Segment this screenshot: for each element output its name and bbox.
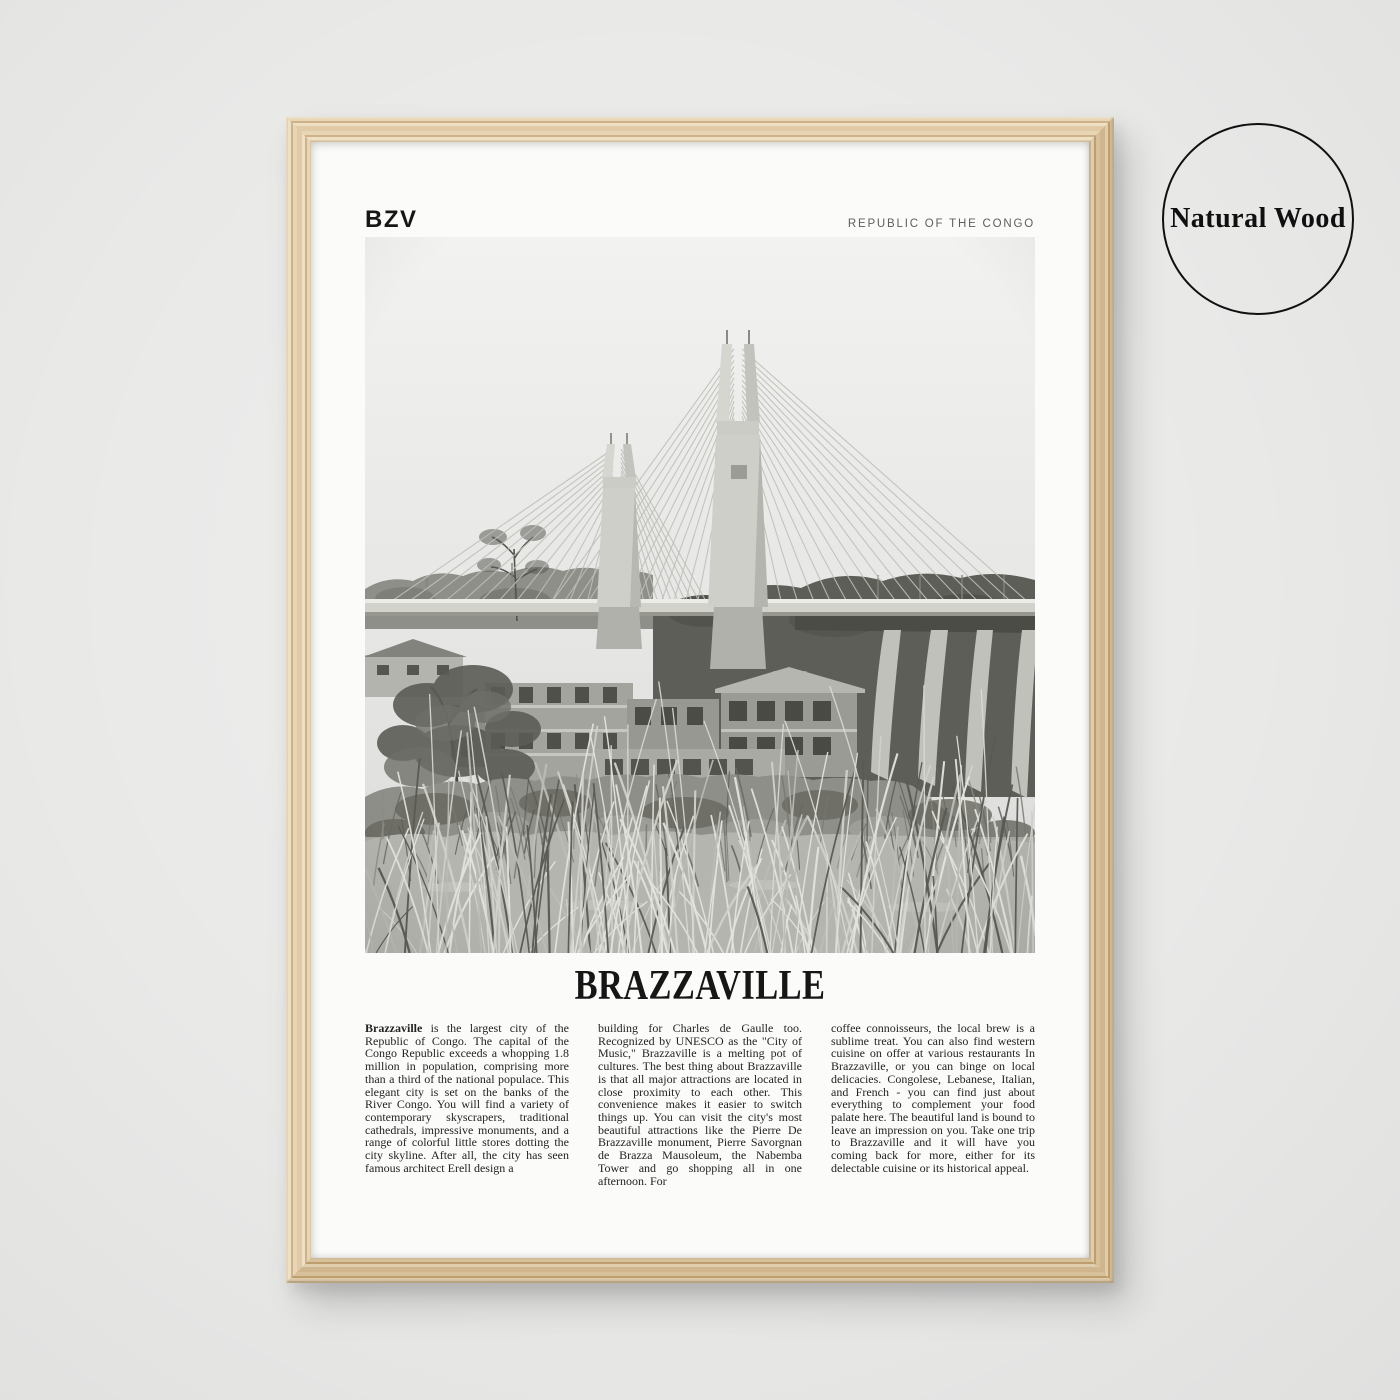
badge-label: Natural Wood [1170,203,1346,234]
city-code: BZV [365,206,418,233]
natural-wood-badge [1162,123,1354,315]
country-label: REPUBLIC OF THE CONGO [847,218,1035,230]
picture-frame [286,117,1114,1283]
poster [311,142,1089,1258]
body-column-3: coffee connoisseurs, the local brew is a sublime treat. You can also find western cuisine on offer at various restaurants In Brazzaville, or you can binge on local delicacies. Congolese, Lebanese, Italian, and French - you can find just about everything to complement your food palate here. The beautiful land is bound to leave an impression on you. Take one trip to Brazzaville and it will have you coming back for more, either for its delectable cuisine or its historical appeal. [831,1021,1035,1175]
body-column-1: Brazzaville is the largest city of the Republic of Congo. The capital of the Congo Republic exceeds a whopping 1.8 million in population, comprising more than a third of the national populace. This elegant city is set on the banks of the River Congo. You will find a variety of contemporary skyscrapers, traditional cathedrals, impressive monuments, and a range of colorful little stores dotting the city skyline. After all, the city has seen famous architect Erell design a [365,1021,569,1175]
poster-title: BRAZZAVILLE [574,963,826,1009]
frame-rail-left [286,117,311,1283]
poster-body [365,1022,1035,1187]
frame-rail-bottom [286,1258,1114,1283]
frame-rail-right [1089,117,1114,1283]
poster-photo [365,237,1035,953]
body-lead: Brazzaville [365,1021,423,1035]
body-column-2: building for Charles de Gaulle too. Recognized by UNESCO as the "City of Music," Brazzaville is a melting pot of cultures. The best thing about Brazzaville is that all major attractions are located in close proximity to each other. This convenience makes it easier to switch things up. You can visit the city's most beautiful attractions like the Pierre De Brazzaville monument, Pierre Savorgnan de Brazza Mausoleum, the Nabemba Tower and go shopping all in one afternoon. For [598,1021,802,1188]
frame-rail-top [286,117,1114,142]
